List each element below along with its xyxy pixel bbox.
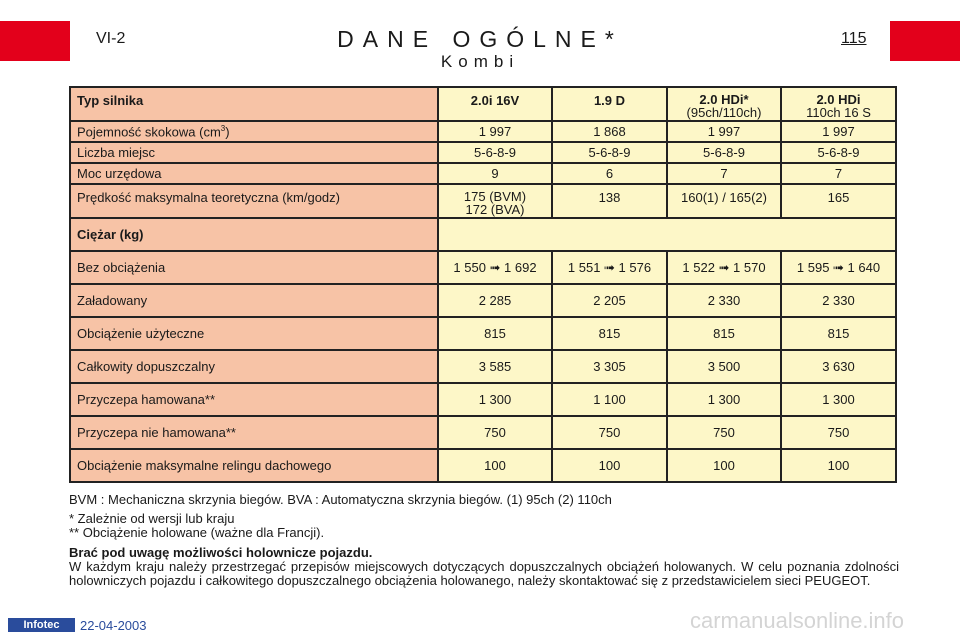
table-row xyxy=(70,416,896,449)
towing-paragraph: W każdym kraju należy przestrzegać przepisów miejscowych dotyczących dopuszczalnych obciążeń holowanych. W celu poznania zdolności holowniczych pojazdu i całkowitego dopuszczalnego obciążenia holowanego, należy skontaktować się z przedstawicielem sieci PEUGEOT. xyxy=(69,559,899,588)
row-label: Załadowany xyxy=(70,284,438,317)
table-cell: 7 xyxy=(781,163,896,184)
towing-heading: Brać pod uwagę możliwości holownicze pojazdu. xyxy=(69,545,373,560)
table-row xyxy=(70,284,896,317)
header-col-1: 2.0i 16V xyxy=(438,87,552,121)
row-label-displacement xyxy=(70,121,438,142)
table-row xyxy=(70,142,896,163)
table-cell: 815 xyxy=(552,317,667,350)
header-col-4 xyxy=(781,87,896,121)
row-label: Przyczepa nie hamowana** xyxy=(70,416,438,449)
table-cell: 138 xyxy=(552,184,667,218)
row-label: Bez obciążenia xyxy=(70,251,438,284)
table-cell: 750 xyxy=(667,416,781,449)
table-cell: 815 xyxy=(781,317,896,350)
page-title: DANE OGÓLNE* xyxy=(337,26,623,52)
table-cell: 1 550 ➟ 1 692 xyxy=(438,251,552,284)
table-row xyxy=(70,251,896,284)
table-cell: 6 xyxy=(552,163,667,184)
header-col-3 xyxy=(667,87,781,121)
table-cell: 3 305 xyxy=(552,350,667,383)
table-row xyxy=(70,449,896,482)
table-cell: 1 100 xyxy=(552,383,667,416)
notes xyxy=(69,493,899,588)
watermark: carmanualsonline.info xyxy=(690,608,905,633)
table-cell: 1 300 xyxy=(781,383,896,416)
table-cell: 1 997 xyxy=(667,121,781,142)
row-label: Przyczepa hamowana** xyxy=(70,383,438,416)
note-gearbox: BVM : Mechaniczna skrzynia biegów. BVA : Automatyczna skrzynia biegów. (1) 95ch (2) 110ch xyxy=(69,492,612,507)
table-cell: 100 xyxy=(438,449,552,482)
table-cell: 5-6-8-9 xyxy=(781,142,896,163)
table-cell: 2 330 xyxy=(781,284,896,317)
table-row xyxy=(70,383,896,416)
section-code: VI-2 xyxy=(96,30,126,47)
note-version: * Zależnie od wersji lub kraju xyxy=(69,511,235,526)
table-cell: 5-6-8-9 xyxy=(667,142,781,163)
table-cell: 2 330 xyxy=(667,284,781,317)
table-cell: 1 300 xyxy=(667,383,781,416)
table-cell: 3 500 xyxy=(667,350,781,383)
table-cell: 7 xyxy=(667,163,781,184)
header-col-3-line1: 2.0 HDi* xyxy=(699,92,749,107)
table-cell: 1 551 ➟ 1 576 xyxy=(552,251,667,284)
table-row xyxy=(70,350,896,383)
row-label-power: Moc urzędowa xyxy=(70,163,438,184)
page-subtitle: Kombi xyxy=(440,52,520,71)
table-cell: 1 300 xyxy=(438,383,552,416)
displacement-label-end: ) xyxy=(225,124,230,140)
displacement-label-text: Pojemność skokowa (cm xyxy=(77,124,221,140)
table-section-row xyxy=(70,218,896,251)
table-cell: 1 997 xyxy=(438,121,552,142)
weight-heading: Ciężar (kg) xyxy=(70,218,438,251)
table-cell: 160(1) / 165(2) xyxy=(667,184,781,218)
infotec-badge: Infotec xyxy=(8,618,75,632)
table-cell: 1 595 ➟ 1 640 xyxy=(781,251,896,284)
table-cell: 165 xyxy=(781,184,896,218)
table-cell: 2 205 xyxy=(552,284,667,317)
table-cell: 815 xyxy=(438,317,552,350)
table-cell: 100 xyxy=(781,449,896,482)
speed-bva: 172 (BVA) xyxy=(465,202,525,217)
row-label: Obciążenie maksymalne relingu dachowego xyxy=(70,449,438,482)
table-row xyxy=(70,121,896,142)
table-cell: 3 585 xyxy=(438,350,552,383)
page-number: 115 xyxy=(841,30,867,47)
header-col-3-line2: (95ch/110ch) xyxy=(686,105,762,120)
table-row xyxy=(70,317,896,350)
displacement-label-sup: 3 xyxy=(220,123,226,133)
weight-rows xyxy=(70,251,896,482)
edition-date: 22-04-2003 xyxy=(80,618,147,633)
row-label: Całkowity dopuszczalny xyxy=(70,350,438,383)
specification-table xyxy=(69,86,897,483)
table-header-row xyxy=(70,87,896,121)
table-cell: 9 xyxy=(438,163,552,184)
table-cell: 1 868 xyxy=(552,121,667,142)
table-cell: 750 xyxy=(552,416,667,449)
weight-heading-blank xyxy=(438,218,896,251)
table-cell: 2 285 xyxy=(438,284,552,317)
table-cell: 5-6-8-9 xyxy=(438,142,552,163)
note-towing: ** Obciążenie holowane (ważne dla Francji). xyxy=(69,525,325,540)
table-cell: 750 xyxy=(781,416,896,449)
header-col-4-line2: 110ch 16 S xyxy=(806,105,871,120)
table-cell: 100 xyxy=(552,449,667,482)
row-label-speed: Prędkość maksymalna teoretyczna (km/godz) xyxy=(70,184,438,218)
header-engine-type: Typ silnika xyxy=(70,87,438,121)
table-cell: 5-6-8-9 xyxy=(552,142,667,163)
table-cell: 1 522 ➟ 1 570 xyxy=(667,251,781,284)
table-cell: 3 630 xyxy=(781,350,896,383)
table-row xyxy=(70,184,896,218)
table-row xyxy=(70,163,896,184)
table-cell: 750 xyxy=(438,416,552,449)
row-label-seats: Liczba miejsc xyxy=(70,142,438,163)
table-cell: 100 xyxy=(667,449,781,482)
speed-bvm: 175 (BVM) xyxy=(463,189,527,204)
table-cell xyxy=(438,184,552,218)
header-col-2: 1.9 D xyxy=(552,87,667,121)
table-cell: 815 xyxy=(667,317,781,350)
row-label: Obciążenie użyteczne xyxy=(70,317,438,350)
header-col-4-line1: 2.0 HDi xyxy=(816,92,861,107)
table-cell: 1 997 xyxy=(781,121,896,142)
